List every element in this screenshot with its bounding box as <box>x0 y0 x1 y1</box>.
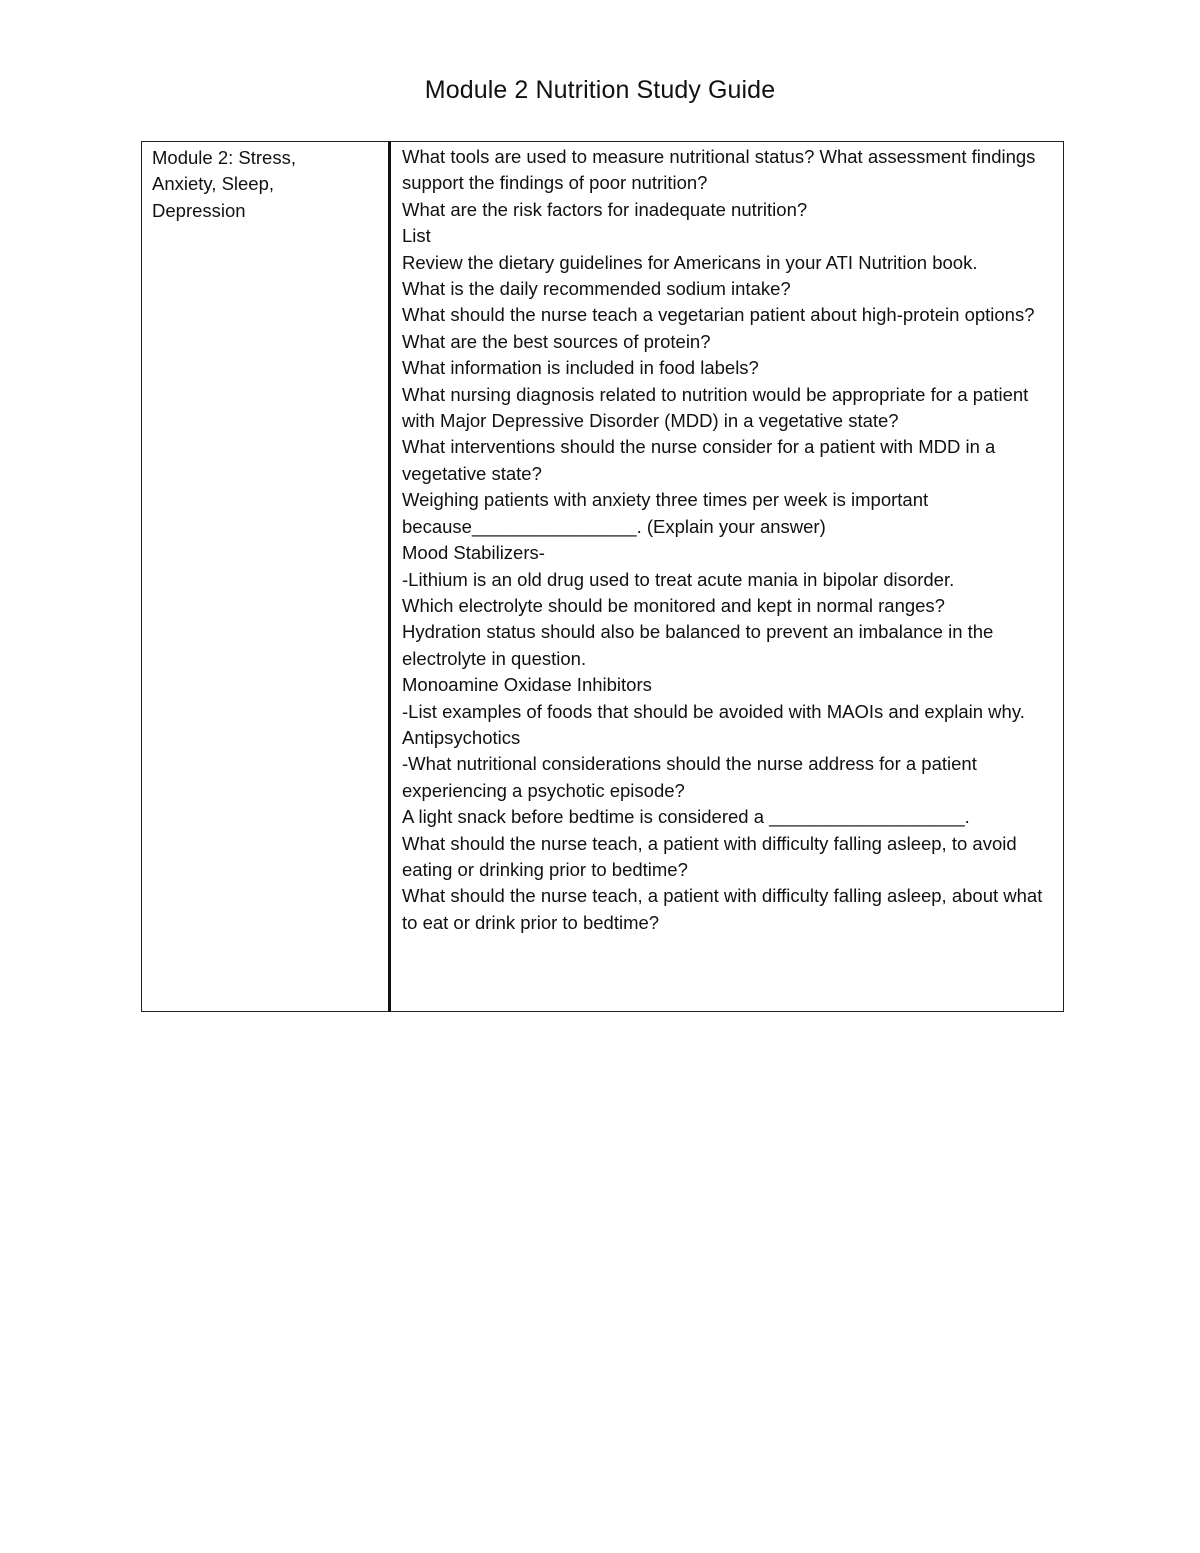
question-item: What are the best sources of protein? <box>402 330 711 352</box>
question-item: -Lithium is an old drug used to treat acute mania in bipolar disorder. <box>402 568 955 590</box>
question-item: Review the dietary guidelines for Americans in your ATI Nutrition book. <box>402 251 978 273</box>
topic-text: Module 2: Stress, Anxiety, Sleep, Depression <box>152 147 296 221</box>
question-item: List <box>402 225 431 247</box>
question-item: What are the risk factors for inadequate nutrition? <box>402 198 808 220</box>
question-item: What interventions should the nurse consider for a patient with MDD in a vegetative state? <box>402 436 996 484</box>
question-item: Weighing patients with anxiety three times per week is important because________________. (Explain your answer) <box>402 489 929 537</box>
question-item: What should the nurse teach a vegetarian patient about high-protein options? <box>402 304 1035 326</box>
question-item: What nursing diagnosis related to nutrition would be appropriate for a patient with Major Depressive Disorder (MDD) in a vegetative state? <box>402 383 1029 432</box>
question-item: -What nutritional considerations should the nurse address for a patient experiencing a psychotic episode? <box>402 753 977 801</box>
question-item: Monoamine Oxidase Inhibitors <box>402 674 652 696</box>
document-title: Module 2 Nutrition Study Guide <box>424 76 776 104</box>
question-item: -List examples of foods that should be avoided with MAOIs and explain why. <box>402 700 1025 722</box>
questions-cell <box>390 142 1064 1012</box>
question-item: Mood Stabilizers- <box>402 542 545 564</box>
study-guide-table <box>141 141 1064 1012</box>
question-item: What is the daily recommended sodium intake? <box>402 278 791 300</box>
question-item: Antipsychotics <box>402 726 521 748</box>
question-list <box>391 144 1063 936</box>
table-row <box>142 142 1064 1012</box>
question-item: Which electrolyte should be monitored and kept in normal ranges? <box>402 594 945 616</box>
question-item: What should the nurse teach, a patient with difficulty falling asleep, to avoid eating or drinking prior to bedtime? <box>402 832 1017 880</box>
topic-cell <box>142 142 390 1012</box>
question-item: What should the nurse teach, a patient with difficulty falling asleep, about what to eat or drink prior to bedtime? <box>402 885 1043 933</box>
question-item: Hydration status should also be balanced to prevent an imbalance in the electrolyte in question. <box>402 621 994 669</box>
question-item: What tools are used to measure nutritional status? What assessment findings support the findings of poor nutrition? <box>402 146 1036 194</box>
question-item: What information is included in food labels? <box>402 357 759 379</box>
question-item: A light snack before bedtime is considered a ___________________. <box>402 806 970 828</box>
